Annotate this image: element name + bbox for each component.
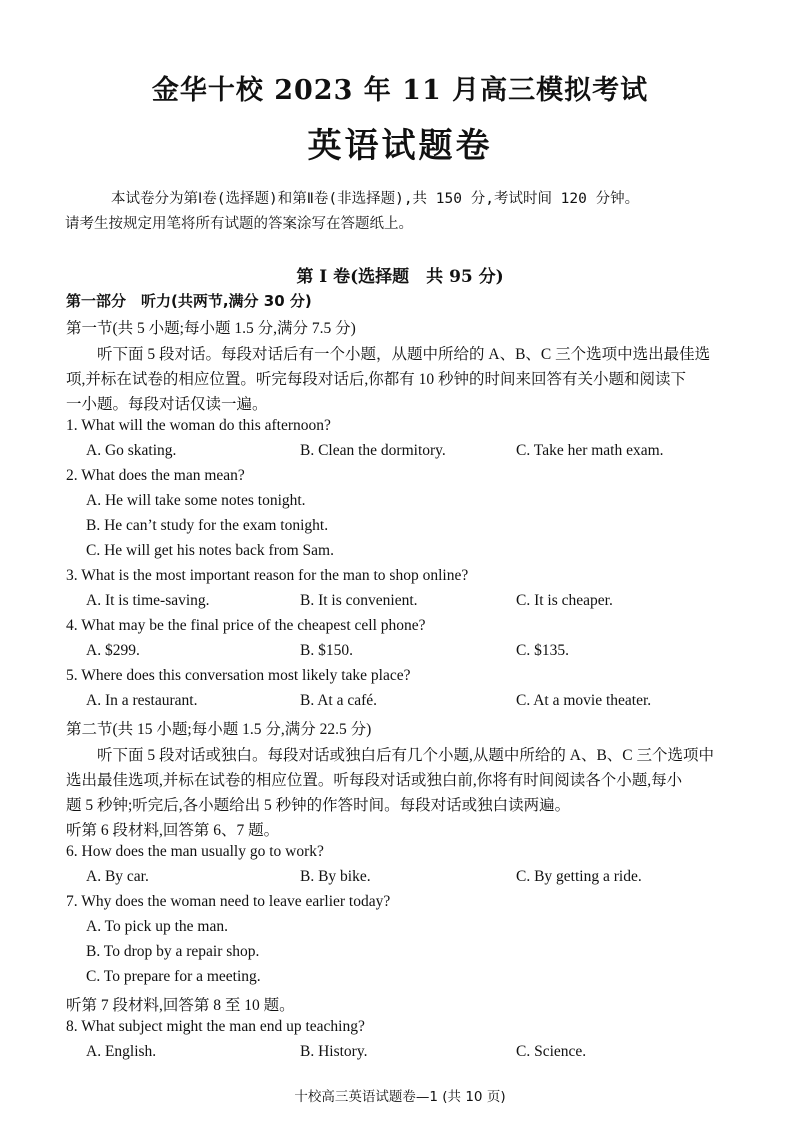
option-c: C. By getting a ride. [516,868,642,885]
material-6-note: 听第 6 段材料,回答第 6、7 题。 [66,822,280,839]
question-7: 7. Why does the woman need to leave earlier today? [66,893,391,910]
option-b: B. He can’t study for the exam tonight. [86,517,329,534]
section-2-instruction: 选出最佳选项,并标在试卷的相应位置。听每段对话或独白前,你将有时间阅读各个小题,每小 [66,772,683,789]
section-2-instruction: 题 5 秒钟;听完后,各小题给出 5 秒钟的作答时间。每段对话或独白读两遍。 [66,797,571,814]
option-b: B. By bike. [300,868,371,885]
option-a: A. It is time-saving. [86,592,210,609]
option-a: A. $299. [86,642,140,659]
option-c: C. To prepare for a meeting. [86,968,261,985]
option-a: A. To pick up the man. [86,918,228,935]
option-a: A. Go skating. [86,442,177,459]
section-1-instruction: 一小题。每段对话仅读一遍。 [66,396,268,413]
option-c: C. $135. [516,642,569,659]
option-b: B. $150. [300,642,353,659]
question-1: 1. What will the woman do this afternoon? [66,417,331,434]
question-4: 4. What may be the final price of the cheapest cell phone? [66,617,426,634]
option-b: B. Clean the dormitory. [300,442,446,459]
section-2-title: 第二节(共 15 小题;每小题 1.5 分,满分 22.5 分) [66,721,372,738]
material-7-note: 听第 7 段材料,回答第 8 至 10 题。 [66,997,295,1014]
volume-1-title: 第 I 卷(选择题 共 95 分) [296,267,504,287]
section-1-instruction: 听下面 5 段对话。每段对话后有一个小题，从题中所给的 A、B、C 三个选项中选出最佳选 [97,346,711,363]
subject-title: 英语试题卷 [307,126,493,166]
option-c: C. At a movie theater. [516,692,652,709]
option-b: B. It is convenient. [300,592,418,609]
option-a: A. English. [86,1043,157,1060]
option-a: A. He will take some notes tonight. [86,492,306,509]
option-b: B. At a café. [300,692,378,709]
exam-title: 金华十校 2023 年 11 月高三模拟考试 [151,75,649,106]
option-c: C. He will get his notes back from Sam. [86,542,334,559]
question-3: 3. What is the most important reason for the man to shop online? [66,567,469,584]
question-6: 6. How does the man usually go to work? [66,843,324,860]
section-2-instruction: 听下面 5 段对话或独白。每段对话或独白后有几个小题,从题中所给的 A、B、C 三个选项中 [97,747,714,764]
question-8: 8. What subject might the man end up teaching? [66,1018,365,1035]
section-1-instruction: 项,并标在试卷的相应位置。听完每段对话后,你都有 10 秒钟的时间来回答有关小题和阅读下 [66,371,687,388]
part-1-title: 第一部分 听力(共两节,满分 30 分) [66,292,312,310]
page-footer: 十校高三英语试题卷—1 (共 10 页) [294,1089,506,1105]
option-c: C. Science. [516,1043,587,1060]
question-5: 5. Where does this conversation most likely take place? [66,667,411,684]
question-2: 2. What does the man mean? [66,467,245,484]
section-1-title: 第一节(共 5 小题;每小题 1.5 分,满分 7.5 分) [66,320,356,337]
option-a: A. In a restaurant. [86,692,198,709]
option-c: C. Take her math exam. [516,442,664,459]
intro-line-2: 请考生按规定用笔将所有试题的答案涂写在答题纸上。 [65,216,413,232]
option-c: C. It is cheaper. [516,592,613,609]
option-b: B. History. [300,1043,368,1060]
intro-line-1: 本试卷分为第Ⅰ卷(选择题)和第Ⅱ卷(非选择题),共 150 分,考试时间 120 分钟。 [111,191,640,207]
option-b: B. To drop by a repair shop. [86,943,260,960]
option-a: A. By car. [86,868,149,885]
